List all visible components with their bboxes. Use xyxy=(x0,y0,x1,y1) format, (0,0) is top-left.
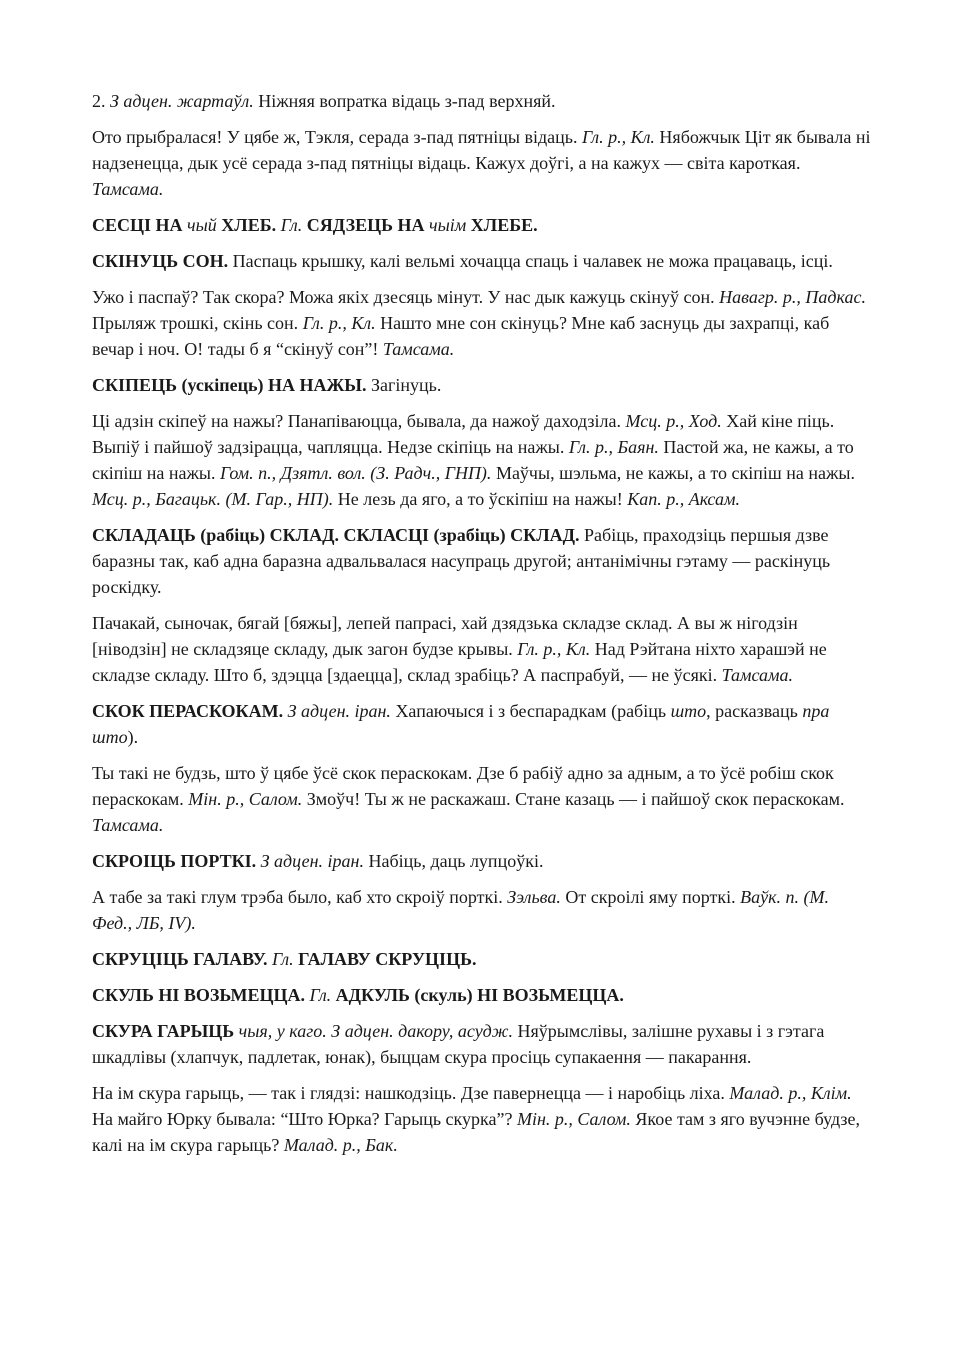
text-run: На ім скура гарыць, — так і глядзі: нашкодзіць. Дзе павернецца — і наробіць ліха. xyxy=(92,1083,730,1103)
paragraph xyxy=(92,124,872,202)
text-run: Маўчы, шэльма, не кажы, а то скіпіш на нажы. xyxy=(491,463,856,483)
text-run: Хапаючыся і з беспарадкам (рабіць xyxy=(390,701,671,721)
italic-text: Мсц. р., Ход. xyxy=(625,411,722,431)
text-run: На майго Юрку бывала: “Што Юрка? Гарыць скурка”? xyxy=(92,1109,517,1129)
document-page xyxy=(92,88,872,1168)
text-run: , расказваць xyxy=(706,701,803,721)
text-run: Ніжняя вопратка відаць з-пад верхняй. xyxy=(253,91,556,111)
bold-text: СЯДЗЕЦЬ НА xyxy=(302,215,430,235)
bold-text: ХЛЕБ. xyxy=(216,215,277,235)
paragraph xyxy=(92,88,872,114)
text-run: Паспаць крышку, калі вельмі хочацца спаць і чалавек не можа працаваць, ісці. xyxy=(228,251,833,271)
italic-text: Малад. р., Бак. xyxy=(283,1135,398,1155)
bold-text: СКІНУЦЬ СОН. xyxy=(92,251,229,271)
italic-text: чыя, у каго. З адцен. дакору, асудж. xyxy=(234,1021,514,1041)
bold-text: СКРУЦІЦЬ ГАЛАВУ. xyxy=(92,949,268,969)
entry-heading xyxy=(92,946,872,972)
italic-text: Мсц. р., Багацьк. (М. Гар., НП). xyxy=(92,489,334,509)
text-run: От скроілі яму порткі. xyxy=(560,887,741,907)
italic-text: З адцен. іран. xyxy=(283,701,391,721)
italic-text: Навагр. р., Падкас. xyxy=(719,287,866,307)
text-run: ). xyxy=(127,727,139,747)
text-run: Якое там з яго вучэнне будзе, калі на ім скура гарыць? xyxy=(92,1109,860,1155)
italic-text: Тамсама. xyxy=(721,665,794,685)
bold-text: СКОК ПЕРАСКОКАМ. xyxy=(92,701,284,721)
italic-text: Мін. р., Салом. xyxy=(516,1109,631,1129)
text-run: Ты такі не будзь, што ў цябе ўсё скок пераскокам. Дзе б рабіў адно за адным, а то ўсё робіш скок пераскокам. xyxy=(92,763,834,809)
text-run: Нябожчык Ціт як бывала ні надзенецца, дык усё серада з-пад пятніцы відаць. Кажух доўгі, а на кажух — світа кароткая. xyxy=(92,127,871,173)
paragraph xyxy=(92,760,872,838)
entry-heading xyxy=(92,1018,872,1070)
text-run: Ото прыбралася! У цябе ж, Тэкля, серада з-пад пятніцы відаць. xyxy=(92,127,582,147)
bold-text: СЕСЦІ НА xyxy=(92,215,188,235)
paragraph xyxy=(92,408,872,512)
entry-heading xyxy=(92,248,872,274)
italic-text: Гл. xyxy=(305,985,332,1005)
bold-text: СКЛАДАЦЬ (рабіць) СКЛАД. СКЛАСЦІ (зрабіць) СКЛАД. xyxy=(92,525,580,545)
bold-text: СКІПЕЦЬ (ускіпець) НА НАЖЫ. xyxy=(92,375,367,395)
text-run: Не лезь да яго, а то ўскіпіш на нажы! xyxy=(333,489,628,509)
text-run: Ужо і паспаў? Так скора? Можа якіх дзесяць мінут. У нас дык кажуць скінуў сон. xyxy=(92,287,720,307)
italic-text: Мін. р., Салом. xyxy=(188,789,303,809)
text-run: Хай кіне піць. Выпіў і пайшоў задзірацца, чапляцца. Недзе скіпіць на нажы. xyxy=(92,411,835,457)
entry-heading xyxy=(92,698,872,750)
text-run: Набіць, даць лупцоўкі. xyxy=(363,851,544,871)
italic-text: Зэльва. xyxy=(507,887,561,907)
text-run: Змоўч! Ты ж не раскажаш. Стане казаць — і пайшоў скок пераскокам. xyxy=(302,789,845,809)
italic-text: чыім xyxy=(429,215,467,235)
text-run: Няўрымслівы, залішне рухавы і з гэтага шкадлівы (хлапчук, падлетак, юнак), быццам скура просіць супакаення — пакарання. xyxy=(92,1021,825,1067)
italic-text: Тамсама. xyxy=(92,815,164,835)
italic-text: Тамсама. xyxy=(92,179,164,199)
paragraph xyxy=(92,610,872,688)
text-run: Над Рэйтана ніхто харашэй не складзе складу. Што б, здэцца [здаецца], склад зрабіць? А паспрабуй, — не ўсякі. xyxy=(92,639,827,685)
bold-text: СКУЛЬ НІ ВОЗЬМЕЦЦА. xyxy=(92,985,306,1005)
text-run: Ці адзін скіпеў на нажы? Панапіваюцца, бывала, да нажоў даходзіла. xyxy=(92,411,626,431)
entry-heading xyxy=(92,522,872,600)
paragraph xyxy=(92,1080,872,1158)
text-run: Прыляж трошкі, скінь сон. xyxy=(92,313,303,333)
entry-heading xyxy=(92,372,872,398)
bold-text: АДКУЛЬ (скуль) НІ ВОЗЬМЕЦЦА. xyxy=(331,985,624,1005)
text-run: Загінуць. xyxy=(366,375,442,395)
italic-text: Гом. п., Дзятл. вол. (З. Радч., ГНП). xyxy=(220,463,492,483)
text-run: Пачакай, сыночак, бягай [бяжы], лепей папрасі, хай дзядзька складзе склад. А вы ж нігодзін [ніводзін] не складзяце складу, дык загон будзе крывы. xyxy=(92,613,798,659)
entry-heading xyxy=(92,982,872,1008)
text-run: 2. xyxy=(92,91,110,111)
italic-text: Кап. р., Аксам. xyxy=(627,489,740,509)
italic-text: Гл. xyxy=(276,215,303,235)
italic-text: Тамсама. xyxy=(382,339,455,359)
italic-text: Гл. xyxy=(267,949,294,969)
bold-text: ХЛЕБЕ. xyxy=(466,215,538,235)
entry-heading xyxy=(92,212,872,238)
italic-text: Гл. р., Баян. xyxy=(568,437,659,457)
italic-text: Ваўк. п. (М. Фед., ЛБ, IV). xyxy=(92,887,830,933)
italic-text: З адцен. жартаўл. xyxy=(110,91,254,111)
italic-text: што xyxy=(670,701,707,721)
text-run: Нашто мне сон скінуць? Мне каб заснуць ды захрапці, каб вечар і ноч. О! тады б я “скінуў сон”! xyxy=(92,313,830,359)
italic-text: Малад. р., Клім. xyxy=(729,1083,852,1103)
entry-heading xyxy=(92,848,872,874)
italic-text: пра што xyxy=(92,701,830,747)
text-run: Рабіць, праходзіць першыя дзве баразны так, каб адна баразна адвальвалася насупраць другой; антанімічны гэтаму — раскінуць роскідку. xyxy=(92,525,831,597)
italic-text: З адцен. іран. xyxy=(256,851,364,871)
paragraph xyxy=(92,884,872,936)
text-run: А табе за такі глум трэба было, каб хто скроіў порткі. xyxy=(92,887,508,907)
bold-text: СКРОІЦЬ ПОРТКІ. xyxy=(92,851,257,871)
bold-text: ГАЛАВУ СКРУЦІЦЬ. xyxy=(293,949,477,969)
text-run: Пастой жа, не кажы, а то скіпіш на нажы. xyxy=(92,437,854,483)
italic-text: Гл. р., Кл. xyxy=(517,639,591,659)
italic-text: чый xyxy=(187,215,217,235)
bold-text: СКУРА ГАРЫЦЬ xyxy=(92,1021,235,1041)
paragraph xyxy=(92,284,872,362)
italic-text: Гл. р., Кл. xyxy=(302,313,376,333)
italic-text: Гл. р., Кл. xyxy=(581,127,655,147)
